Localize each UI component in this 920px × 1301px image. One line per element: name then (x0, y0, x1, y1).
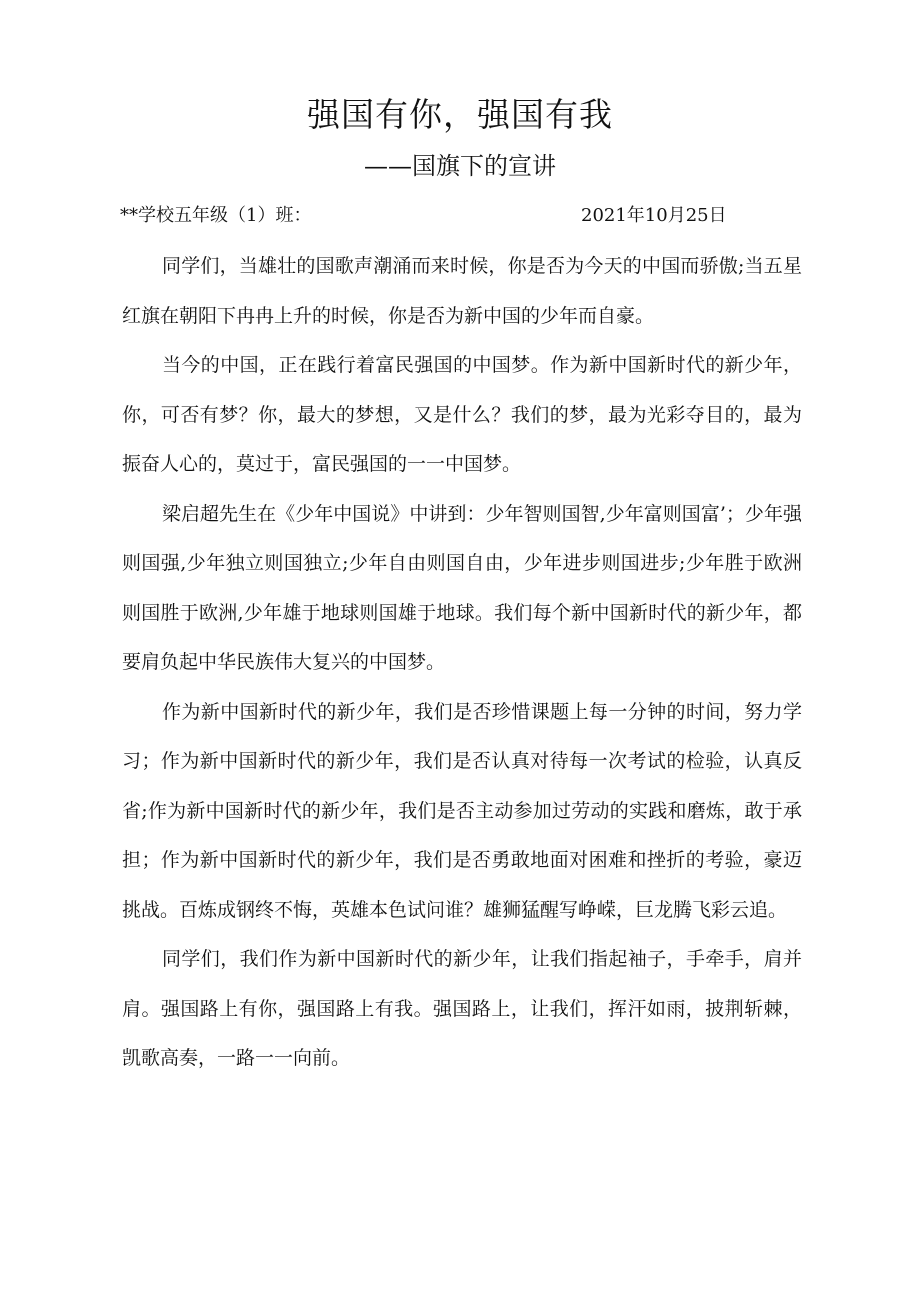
page-subtitle: ——国旗下的宣讲 (364, 152, 556, 180)
page-title: 强国有你，强国有我 (307, 95, 613, 134)
paragraph-3: 梁启超先生在《少年中国说》中讲到：少年智则国智,少年富则国富’；少年强则国强,少年独立则国独立;少年自由则国自由，少年进步则国进步;少年胜于欧洲则国胜于欧洲,少年雄于地球则国雄于地球。我们每个新中国新时代的新少年，都要肩负起中华民族伟大复兴的中国梦。 (122, 502, 802, 673)
paragraph-2: 当今的中国，正在践行着富民强国的中国梦。作为新中国新时代的新少年，你，可否有梦？你，最大的梦想，又是什么？我们的梦，最为光彩夺目的，最为振奋人心的，莫过于，富民强国的一一中国梦。 (122, 354, 802, 475)
school-class-line: **学校五年级（1）班： (120, 205, 312, 226)
date-line: 2021年10月25日 (581, 205, 727, 226)
paragraph-1: 同学们，当雄壮的国歌声潮涌而来时候，你是否为今天的中国而骄傲;当五星红旗在朝阳下冉冉上升的时候，你是否为新中国的少年而自豪。 (122, 255, 802, 327)
paragraph-5: 同学们，我们作为新中国新时代的新少年，让我们指起袖子，手牵手，肩并肩。强国路上有你，强国路上有我。强国路上，让我们，挥汗如雨，披荆斩棘，凯歌高奏，一路一一向前。 (122, 948, 802, 1069)
speech-body (122, 242, 802, 1084)
paragraph-4: 作为新中国新时代的新少年，我们是否珍惜课题上每一分钟的时间，努力学习；作为新中国新时代的新少年，我们是否认真对待每一次考试的检验，认真反省;作为新中国新时代的新少年，我们是否主动参加过劳动的实践和磨炼，敢于承担；作为新中国新时代的新少年，我们是否勇敢地面对困难和挫折的考验，豪迈挑战。百炼成钢终不悔，英雄本色试问谁？雄狮猛醒写峥嵘，巨龙腾飞彩云追。 (122, 700, 802, 921)
